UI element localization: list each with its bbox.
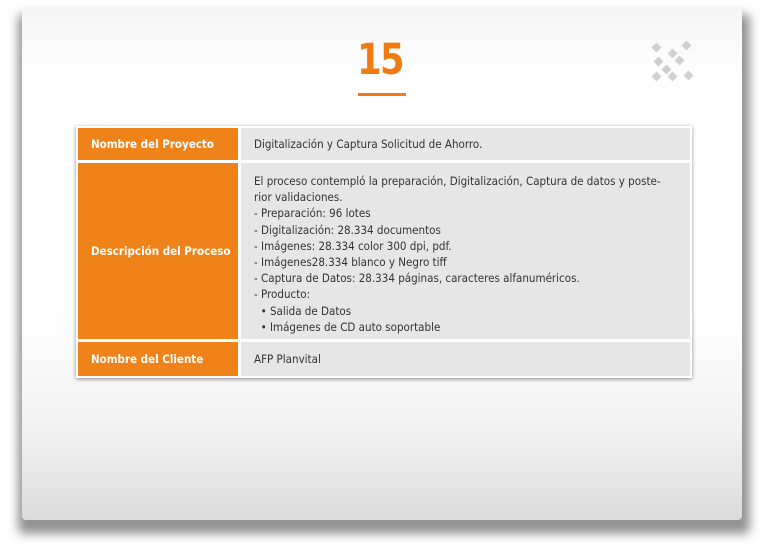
description-line: - Imágenes: 28.334 color 300 dpi, pdf. [254,238,452,253]
table-row-process-description [78,163,690,339]
table-row-project-name [78,128,690,160]
description-bullet-line: • Salida de Datos [254,303,352,318]
table-row-client-name [78,342,690,376]
description-bullet-line: • Imágenes de CD auto soportable [254,319,441,334]
description-line: - Preparación: 96 lotes [254,206,371,221]
project-info-table [76,126,692,378]
description-line: - Imágenes28.334 blanco y Negro tiff [254,255,447,270]
client-name-value [241,342,690,376]
description-line: rior validaciones. [254,190,343,205]
project-name-text: Digitalización y Captura Solicitud de Ahorro. [254,136,483,151]
page-number-underline [358,93,406,96]
process-description-label: Descripción del Proceso [78,163,238,339]
project-name-label: Nombre del Proyecto [78,128,238,160]
description-line: - Producto: [254,287,311,302]
description-line: El proceso contempló la preparación, Digitalización, Captura de datos y poste- [254,174,661,188]
description-line: - Captura de Datos: 28.334 páginas, caracteres alfanuméricos. [254,271,580,286]
diamond-dots-icon [652,42,696,82]
client-name-text: AFP Planvital [254,351,321,366]
description-line: - Digitalización: 28.334 documentos [254,222,441,237]
project-name-value [241,128,690,160]
process-description-value [241,163,690,339]
page-number: 15 [357,35,403,85]
client-name-label: Nombre del Cliente [78,342,238,376]
